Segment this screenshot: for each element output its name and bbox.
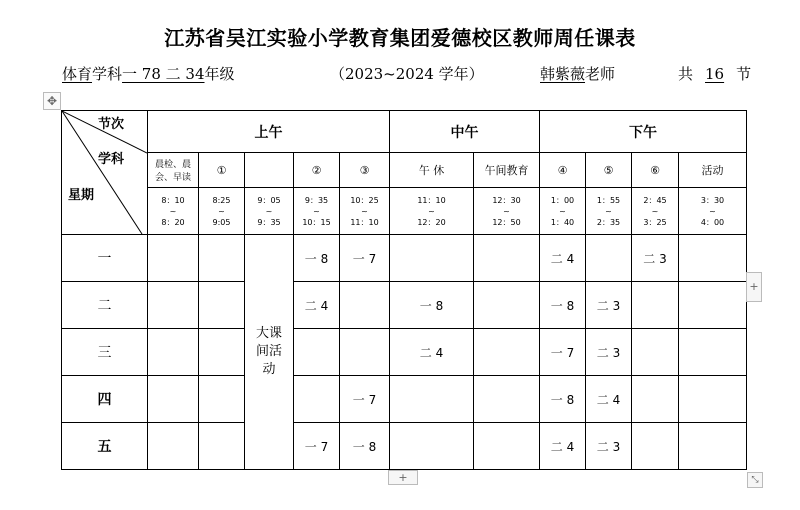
time-text: ~ <box>428 206 435 216</box>
table-row <box>62 282 747 329</box>
group-afternoon: 下午 <box>540 111 747 153</box>
group-morning: 上午 <box>148 111 390 153</box>
time-text: 10：25 <box>350 195 379 205</box>
time-text: 1：00 <box>550 195 575 205</box>
schedule-cell[interactable] <box>679 282 747 329</box>
period-time <box>540 188 586 235</box>
period-time <box>148 188 199 235</box>
teacher-label: 老师 <box>585 65 616 83</box>
time-text: ~ <box>651 206 659 216</box>
corner-period: 节次 <box>98 117 125 132</box>
time-text: 1：55 <box>596 195 621 205</box>
schedule-cell[interactable]: 一 8 <box>540 376 586 423</box>
schedule-cell[interactable]: 二 3 <box>586 282 632 329</box>
grade-label: 年级 <box>204 65 235 83</box>
schedule-cell[interactable] <box>632 329 679 376</box>
schedule-cell[interactable]: 二 4 <box>390 329 474 376</box>
schedule-cell[interactable]: 一 8 <box>390 282 474 329</box>
period-header: 晨检、晨会、早读 <box>148 153 199 188</box>
weekday-label: 二 <box>62 282 148 329</box>
time-text: 8:25 <box>212 195 231 205</box>
corner-weekday: 星期 <box>68 188 95 203</box>
schedule-cell[interactable]: 一 7 <box>540 329 586 376</box>
schedule-cell[interactable]: 一 7 <box>294 423 340 470</box>
schedule-cell[interactable]: 二 3 <box>586 329 632 376</box>
table-row <box>62 235 747 282</box>
period-time <box>340 188 390 235</box>
schedule-cell[interactable] <box>199 329 245 376</box>
time-text: ~ <box>265 206 273 216</box>
time-text: 9:05 <box>212 217 231 227</box>
period-time <box>586 188 632 235</box>
schedule-cell[interactable] <box>199 376 245 423</box>
period-header: 活动 <box>679 153 747 188</box>
corner-header <box>62 111 148 235</box>
schedule-cell[interactable]: 二 3 <box>586 423 632 470</box>
table-move-handle-icon[interactable]: ✥ <box>43 92 61 110</box>
schedule-cell[interactable]: 二 3 <box>632 235 679 282</box>
total-suffix: 节 <box>736 65 752 83</box>
total-info <box>678 63 751 84</box>
period-time <box>390 188 474 235</box>
period-time <box>294 188 340 235</box>
schedule-cell[interactable] <box>199 282 245 329</box>
table-row <box>62 329 747 376</box>
period-header: ② <box>294 153 340 188</box>
time-text: ~ <box>218 206 225 216</box>
schedule-cell[interactable] <box>390 376 474 423</box>
schedule-cell[interactable]: 二 4 <box>586 376 632 423</box>
subject-info <box>62 63 235 84</box>
time-text: 4：00 <box>700 217 725 227</box>
period-header: ④ <box>540 153 586 188</box>
time-text: 9：05 <box>257 195 281 205</box>
schedule-cell[interactable] <box>632 282 679 329</box>
schedule-cell[interactable] <box>679 423 747 470</box>
time-text: 3：25 <box>643 217 667 227</box>
time-text: 12：20 <box>417 217 446 227</box>
schedule-cell[interactable] <box>340 282 390 329</box>
period-header: ⑤ <box>586 153 632 188</box>
schedule-cell[interactable] <box>199 235 245 282</box>
period-header: 午间教育 <box>474 153 540 188</box>
time-text: ~ <box>709 206 716 216</box>
schedule-cell[interactable]: 二 4 <box>540 235 586 282</box>
time-text: 8：20 <box>161 217 185 227</box>
period-header: ① <box>199 153 245 188</box>
time-text: 11：10 <box>350 217 379 227</box>
time-text: ~ <box>361 206 368 216</box>
schedule-cell[interactable] <box>148 329 199 376</box>
school-year: （2023~2024 学年） <box>330 65 484 83</box>
total-value: 16 <box>705 65 725 83</box>
weekday-label: 三 <box>62 329 148 376</box>
weekday-label: 一 <box>62 235 148 282</box>
teacher-info <box>540 63 615 84</box>
group-noon: 中午 <box>390 111 540 153</box>
subject-value: 体育 <box>62 65 93 83</box>
subject-label: 学科 <box>92 65 123 83</box>
time-text: ~ <box>559 206 566 216</box>
schedule-cell[interactable]: 一 8 <box>294 235 340 282</box>
time-text: 1：40 <box>550 217 575 227</box>
period-time <box>245 188 294 235</box>
weekday-label: 五 <box>62 423 148 470</box>
schedule-cell[interactable] <box>148 235 199 282</box>
schedule-cell[interactable] <box>632 376 679 423</box>
schedule-cell[interactable] <box>474 235 540 282</box>
schedule-cell[interactable] <box>586 235 632 282</box>
teacher-name: 韩紫薇 <box>540 65 586 83</box>
schedule-cell[interactable] <box>148 282 199 329</box>
period-time <box>199 188 245 235</box>
schedule-table <box>61 110 747 470</box>
schedule-cell[interactable] <box>294 329 340 376</box>
period-time <box>679 188 747 235</box>
time-text: 2：35 <box>596 217 621 227</box>
schedule-cell[interactable]: 一 7 <box>340 235 390 282</box>
schedule-cell[interactable]: 一 7 <box>340 376 390 423</box>
schedule-cell[interactable] <box>632 423 679 470</box>
schedule-cell[interactable] <box>679 235 747 282</box>
time-text: 12：30 <box>492 195 521 205</box>
grades-value: 一 78 二 34 <box>122 65 205 83</box>
schedule-cell[interactable]: 一 8 <box>540 282 586 329</box>
add-column-button[interactable]: + <box>746 272 762 302</box>
time-text: ~ <box>169 206 177 216</box>
period-time <box>632 188 679 235</box>
time-text: 9：35 <box>257 217 281 227</box>
break-activity-cell <box>245 235 294 470</box>
schedule-cell[interactable] <box>679 329 747 376</box>
add-row-button[interactable]: + <box>388 470 418 485</box>
schedule-cell[interactable] <box>679 376 747 423</box>
period-time <box>474 188 540 235</box>
schedule-cell[interactable] <box>148 423 199 470</box>
schedule-cell[interactable] <box>148 376 199 423</box>
time-text: ~ <box>605 206 612 216</box>
time-text: ~ <box>313 206 320 216</box>
schedule-cell[interactable]: 二 4 <box>540 423 586 470</box>
page-title: 江苏省吴江实验小学教育集团爱德校区教师周任课表 <box>164 26 636 50</box>
total-prefix: 共 <box>678 65 694 83</box>
table-row <box>62 376 747 423</box>
time-text: 2：45 <box>643 195 667 205</box>
period-header: ③ <box>340 153 390 188</box>
period-header: 午 休 <box>390 153 474 188</box>
schedule-cell[interactable] <box>474 376 540 423</box>
weekday-label: 四 <box>62 376 148 423</box>
time-text: 11：10 <box>417 195 446 205</box>
schedule-cell[interactable] <box>340 329 390 376</box>
schedule-cell[interactable] <box>390 423 474 470</box>
time-text: 8：10 <box>161 195 185 205</box>
break-activity-text: 大课间活动 <box>255 326 282 377</box>
resize-handle-icon[interactable]: ⤡ <box>747 472 763 488</box>
period-header: ⑥ <box>632 153 679 188</box>
table-row <box>62 423 747 470</box>
time-text: 3：30 <box>700 195 725 205</box>
schedule-cell[interactable] <box>474 329 540 376</box>
schedule-cell[interactable] <box>474 423 540 470</box>
schedule-cell[interactable]: 一 8 <box>340 423 390 470</box>
schedule-cell[interactable]: 二 4 <box>294 282 340 329</box>
time-text: 9：35 <box>304 195 329 205</box>
time-text: ~ <box>503 206 510 216</box>
schedule-cell[interactable] <box>199 423 245 470</box>
schedule-cell[interactable] <box>390 235 474 282</box>
schedule-cell[interactable] <box>294 376 340 423</box>
time-text: 10：15 <box>302 217 331 227</box>
time-text: 12：50 <box>492 217 521 227</box>
schedule-cell[interactable] <box>474 282 540 329</box>
corner-subject: 学科 <box>98 152 125 167</box>
period-header <box>245 153 294 188</box>
